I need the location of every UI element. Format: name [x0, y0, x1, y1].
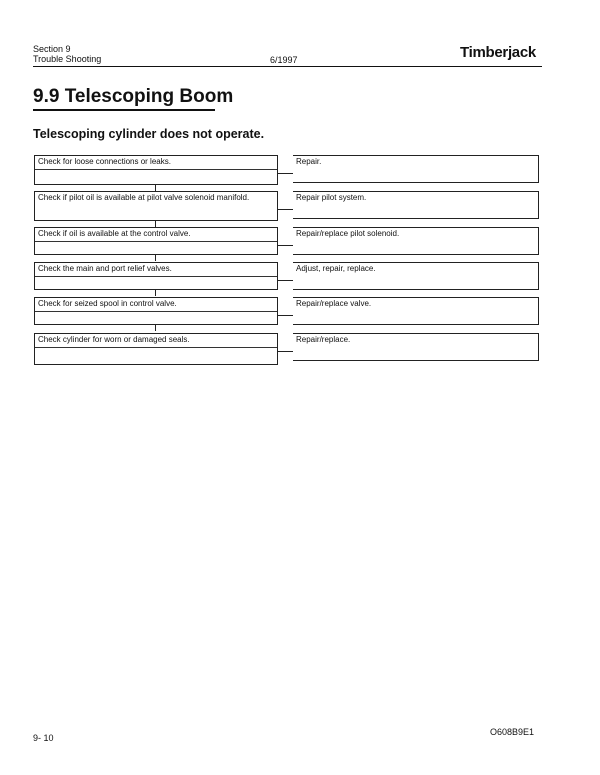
- action-text-5: Repair/replace valve.: [296, 299, 372, 308]
- check-text-3: Check if oil is available at the control valve.: [38, 229, 191, 238]
- connector-5: [278, 315, 294, 316]
- action-box-5: [293, 297, 539, 325]
- chapter-label: Trouble Shooting: [33, 54, 102, 64]
- action-box-4: [293, 262, 539, 290]
- action-box-3: [293, 227, 539, 255]
- document-code: O608B9E1: [490, 727, 535, 737]
- action-box-6: [293, 333, 539, 361]
- header-rule: [33, 66, 542, 67]
- check-box-5: [34, 297, 278, 325]
- check-text-5: Check for seized spool in control valve.: [38, 299, 177, 308]
- brand-logo: Timberjack: [460, 44, 536, 61]
- check-text-1: Check for loose connections or leaks.: [38, 157, 171, 166]
- connector-3: [278, 245, 294, 246]
- connector-4: [278, 280, 294, 281]
- problem-heading: Telescoping cylinder does not operate.: [33, 127, 265, 141]
- date-label: 6/1997: [270, 55, 298, 65]
- check-box-2: [34, 191, 278, 221]
- page-number: 9- 10: [33, 733, 54, 743]
- check-text-4: Check the main and port relief valves.: [38, 264, 172, 273]
- action-box-2: [293, 191, 539, 219]
- action-text-6: Repair/replace.: [296, 335, 351, 344]
- check-box-1: [34, 155, 278, 185]
- check-text-2: Check if pilot oil is available at pilot valve solenoid manifold.: [38, 193, 250, 202]
- action-text-3: Repair/replace pilot solenoid.: [296, 229, 400, 238]
- page-title: 9.9 Telescoping Boom: [33, 86, 234, 107]
- check-text-6: Check cylinder for worn or damaged seals.: [38, 335, 190, 344]
- check-box-3: [34, 227, 278, 255]
- connector-1: [278, 173, 294, 174]
- action-text-1: Repair.: [296, 157, 322, 166]
- action-text-4: Adjust, repair, replace.: [296, 264, 376, 273]
- check-box-6: [34, 333, 278, 365]
- action-text-2: Repair pilot system.: [296, 193, 367, 202]
- section-label: Section 9: [33, 44, 71, 54]
- connector-6: [278, 351, 294, 352]
- check-box-4: [34, 262, 278, 290]
- action-box-1: [293, 155, 539, 183]
- title-underline: [33, 109, 215, 111]
- connector-2: [278, 209, 294, 210]
